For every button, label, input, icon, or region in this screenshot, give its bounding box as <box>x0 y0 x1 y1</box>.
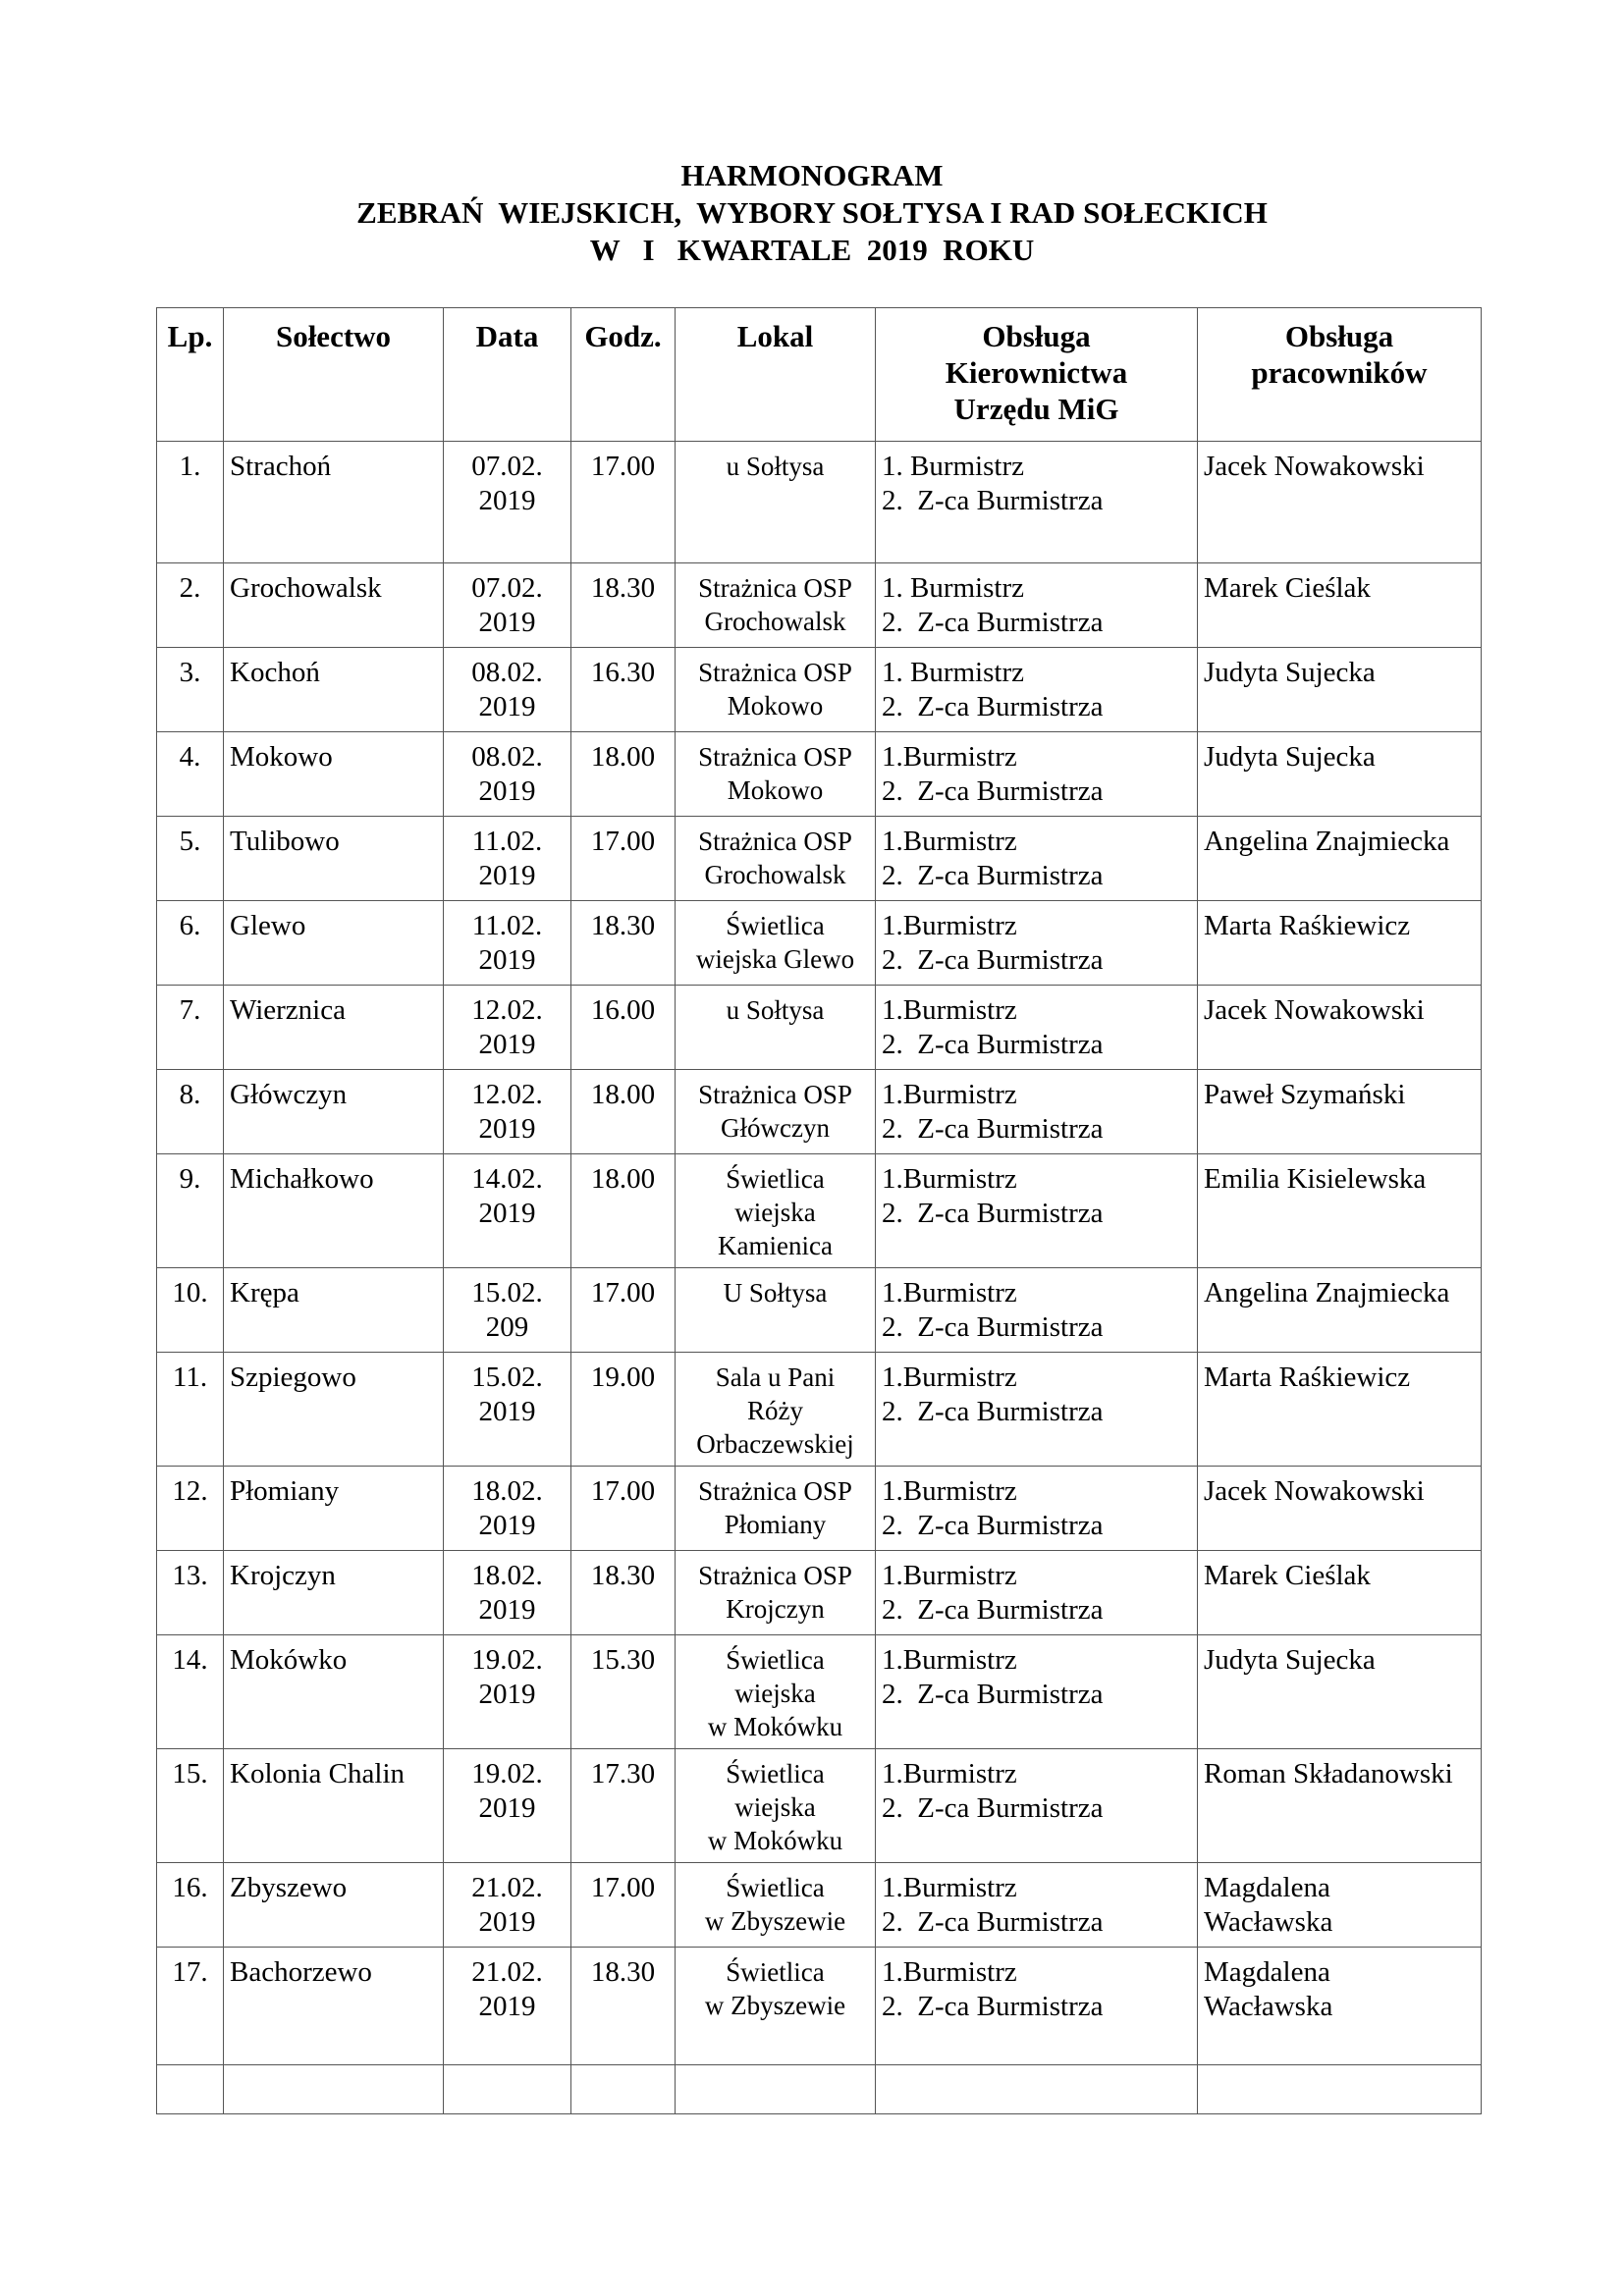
kierownictwo-line-1: 1.Burmistrz <box>882 1956 1017 1988</box>
title-line-1: HARMONOGRAM <box>680 158 944 192</box>
kierownictwo-line-2: 2. Z-ca Burmistrza <box>882 944 1104 976</box>
cell-lokal: Strażnica OSP Grochowalsk <box>676 817 876 901</box>
cell-godz: 17.00 <box>571 1467 676 1551</box>
kierownictwo-line-1: 1.Burmistrz <box>882 826 1017 857</box>
kierownictwo-line-2: 2. Z-ca Burmistrza <box>882 1679 1104 1710</box>
table-row <box>157 1154 1482 1268</box>
kierownictwo-line-1: 1. Burmistrz <box>882 451 1024 482</box>
cell-lokal: Świetlica wiejska w Mokówku <box>676 1635 876 1749</box>
kierownictwo-line-1: 1.Burmistrz <box>882 1560 1017 1591</box>
cell-solectwo: Kolonia Chalin <box>224 1749 444 1863</box>
cell-kierownictwo <box>876 1635 1198 1749</box>
table-row <box>157 1863 1482 1948</box>
cell-lp: 5. <box>157 817 224 901</box>
cell-data: 12.02. 2019 <box>444 986 571 1070</box>
cell-solectwo: Zbyszewo <box>224 1863 444 1948</box>
cell-kierownictwo <box>876 1268 1198 1353</box>
header-godz: Godz. <box>571 308 676 442</box>
kierownictwo-line-1: 1.Burmistrz <box>882 1872 1017 1903</box>
cell-data: 19.02. 2019 <box>444 1749 571 1863</box>
cell-data: 11.02. 2019 <box>444 817 571 901</box>
cell-data: 11.02. 2019 <box>444 901 571 986</box>
cell-lp: 10. <box>157 1268 224 1353</box>
cell-solectwo: Płomiany <box>224 1467 444 1551</box>
table-row <box>157 563 1482 648</box>
cell-solectwo: Glewo <box>224 901 444 986</box>
table-row <box>157 901 1482 986</box>
cell-kierownictwo <box>876 1749 1198 1863</box>
cell-data: 19.02. 2019 <box>444 1635 571 1749</box>
cell-solectwo: Krępa <box>224 1268 444 1353</box>
table-row <box>157 442 1482 563</box>
kierownictwo-line-2: 2. Z-ca Burmistrza <box>882 1906 1104 1938</box>
kierownictwo-line-1: 1.Burmistrz <box>882 741 1017 773</box>
cell-kierownictwo <box>876 1070 1198 1154</box>
table-row <box>157 1948 1482 2065</box>
cell-lp: 6. <box>157 901 224 986</box>
kierownictwo-line-2: 2. Z-ca Burmistrza <box>882 775 1104 807</box>
table-row <box>157 1353 1482 1467</box>
cell-lp: 4. <box>157 732 224 817</box>
cell-data: 18.02. 2019 <box>444 1551 571 1635</box>
table-row <box>157 1551 1482 1635</box>
kierownictwo-line-1: 1.Burmistrz <box>882 1163 1017 1195</box>
kierownictwo-line-2: 2. Z-ca Burmistrza <box>882 1311 1104 1343</box>
cell-lp: 8. <box>157 1070 224 1154</box>
cell-lokal: u Sołtysa <box>676 986 876 1070</box>
cell-pracownik: Marek Cieślak <box>1198 563 1482 648</box>
cell-lp: 15. <box>157 1749 224 1863</box>
cell-godz: 18.00 <box>571 1070 676 1154</box>
header-row <box>157 308 1482 442</box>
cell-pracownik: Emilia Kisielewska <box>1198 1154 1482 1268</box>
cell-solectwo: Mokówko <box>224 1635 444 1749</box>
title-line-2: ZEBRAŃ WIEJSKICH, WYBORY SOŁTYSA I RAD SOŁECKICH <box>356 195 1268 230</box>
cell-lp: 1. <box>157 442 224 563</box>
cell-solectwo: Krojczyn <box>224 1551 444 1635</box>
cell-solectwo: Kochoń <box>224 648 444 732</box>
cell-solectwo: Strachoń <box>224 442 444 563</box>
cell-lokal <box>676 2065 876 2114</box>
cell-lokal: Świetlica w Zbyszewie <box>676 1863 876 1948</box>
cell-solectwo: Mokowo <box>224 732 444 817</box>
title-line-3: W I KWARTALE 2019 ROKU <box>589 233 1035 267</box>
cell-pracownik: Jacek Nowakowski <box>1198 442 1482 563</box>
cell-pracownik: Angelina Znajmiecka <box>1198 1268 1482 1353</box>
cell-godz: 19.00 <box>571 1353 676 1467</box>
cell-data: 21.02. 2019 <box>444 1948 571 2065</box>
cell-kierownictwo <box>876 442 1198 563</box>
table-row <box>157 648 1482 732</box>
cell-lokal: Strażnica OSP Główczyn <box>676 1070 876 1154</box>
kierownictwo-line-1: 1.Burmistrz <box>882 1644 1017 1676</box>
cell-lp: 3. <box>157 648 224 732</box>
cell-godz: 16.00 <box>571 986 676 1070</box>
cell-data: 21.02. 2019 <box>444 1863 571 1948</box>
cell-pracownik: Angelina Znajmiecka <box>1198 817 1482 901</box>
table-row <box>157 817 1482 901</box>
cell-pracownik: Roman Składanowski <box>1198 1749 1482 1863</box>
cell-godz: 18.00 <box>571 732 676 817</box>
table-row <box>157 1268 1482 1353</box>
cell-godz: 18.30 <box>571 901 676 986</box>
cell-kierownictwo <box>876 901 1198 986</box>
kierownictwo-line-2: 2. Z-ca Burmistrza <box>882 485 1104 516</box>
table-row <box>157 986 1482 1070</box>
cell-godz: 18.00 <box>571 1154 676 1268</box>
cell-solectwo: Główczyn <box>224 1070 444 1154</box>
cell-godz: 17.00 <box>571 1863 676 1948</box>
kierownictwo-line-2: 2. Z-ca Burmistrza <box>882 1510 1104 1541</box>
cell-pracownik: Judyta Sujecka <box>1198 648 1482 732</box>
kierownictwo-line-1: 1.Burmistrz <box>882 994 1017 1026</box>
kierownictwo-line-1: 1.Burmistrz <box>882 1277 1017 1308</box>
kierownictwo-line-1: 1.Burmistrz <box>882 1362 1017 1393</box>
cell-pracownik: Magdalena Wacławska <box>1198 1948 1482 2065</box>
kierownictwo-line-2: 2. Z-ca Burmistrza <box>882 691 1104 722</box>
cell-kierownictwo <box>876 648 1198 732</box>
header-obsluga-pracownikow: Obsługa pracowników <box>1198 308 1482 442</box>
kierownictwo-line-2: 2. Z-ca Burmistrza <box>882 1594 1104 1626</box>
cell-kierownictwo <box>876 1948 1198 2065</box>
cell-lp: 9. <box>157 1154 224 1268</box>
cell-pracownik: Magdalena Wacławska <box>1198 1863 1482 1948</box>
cell-lp: 7. <box>157 986 224 1070</box>
cell-lokal: Strażnica OSP Krojczyn <box>676 1551 876 1635</box>
cell-pracownik: Marta Raśkiewicz <box>1198 1353 1482 1467</box>
cell-data: 08.02. 2019 <box>444 648 571 732</box>
kierownictwo-line-2: 2. Z-ca Burmistrza <box>882 1029 1104 1060</box>
cell-data: 14.02. 2019 <box>444 1154 571 1268</box>
cell-lp: 17. <box>157 1948 224 2065</box>
cell-lokal: Świetlica wiejska Glewo <box>676 901 876 986</box>
table-body <box>157 442 1482 2114</box>
kierownictwo-line-2: 2. Z-ca Burmistrza <box>882 1396 1104 1427</box>
cell-data: 18.02. 2019 <box>444 1467 571 1551</box>
cell-godz: 17.30 <box>571 1749 676 1863</box>
cell-lokal: Strażnica OSP Mokowo <box>676 732 876 817</box>
cell-solectwo: Michałkowo <box>224 1154 444 1268</box>
cell-kierownictwo <box>876 1863 1198 1948</box>
cell-pracownik: Judyta Sujecka <box>1198 732 1482 817</box>
cell-lp: 13. <box>157 1551 224 1635</box>
cell-pracownik: Marek Cieślak <box>1198 1551 1482 1635</box>
cell-godz: 18.30 <box>571 563 676 648</box>
cell-kierownictwo <box>876 732 1198 817</box>
header-obsluga-kierownictwa: Obsługa Kierownictwa Urzędu MiG <box>876 308 1198 442</box>
cell-pracownik <box>1198 2065 1482 2114</box>
cell-lp: 2. <box>157 563 224 648</box>
kierownictwo-line-2: 2. Z-ca Burmistrza <box>882 860 1104 891</box>
cell-pracownik: Jacek Nowakowski <box>1198 1467 1482 1551</box>
cell-lp: 14. <box>157 1635 224 1749</box>
cell-kierownictwo <box>876 1154 1198 1268</box>
cell-solectwo: Szpiegowo <box>224 1353 444 1467</box>
cell-pracownik: Paweł Szymański <box>1198 1070 1482 1154</box>
cell-kierownictwo <box>876 1467 1198 1551</box>
kierownictwo-line-2: 2. Z-ca Burmistrza <box>882 607 1104 638</box>
schedule-table <box>156 307 1482 2114</box>
kierownictwo-line-1: 1.Burmistrz <box>882 1475 1017 1507</box>
cell-godz <box>571 2065 676 2114</box>
table-row <box>157 1749 1482 1863</box>
cell-kierownictwo <box>876 1551 1198 1635</box>
cell-lokal: Sala u Pani Róży Orbaczewskiej <box>676 1353 876 1467</box>
cell-lokal: Świetlica wiejska Kamienica <box>676 1154 876 1268</box>
cell-lokal: Świetlica w Zbyszewie <box>676 1948 876 2065</box>
document-title <box>0 157 1624 269</box>
cell-lokal: Świetlica wiejska w Mokówku <box>676 1749 876 1863</box>
header-lp: Lp. <box>157 308 224 442</box>
cell-lokal: Strażnica OSP Grochowalsk <box>676 563 876 648</box>
cell-data: 08.02. 2019 <box>444 732 571 817</box>
cell-pracownik: Judyta Sujecka <box>1198 1635 1482 1749</box>
table-row <box>157 1467 1482 1551</box>
cell-kierownictwo <box>876 2065 1198 2114</box>
cell-pracownik: Marta Raśkiewicz <box>1198 901 1482 986</box>
table-row <box>157 732 1482 817</box>
kierownictwo-line-2: 2. Z-ca Burmistrza <box>882 1113 1104 1145</box>
header-solectwo: Sołectwo <box>224 308 444 442</box>
cell-lp: 12. <box>157 1467 224 1551</box>
cell-lokal: u Sołtysa <box>676 442 876 563</box>
cell-kierownictwo <box>876 563 1198 648</box>
cell-data: 07.02. 2019 <box>444 442 571 563</box>
cell-lokal: Strażnica OSP Płomiany <box>676 1467 876 1551</box>
cell-godz: 18.30 <box>571 1551 676 1635</box>
cell-lokal: U Sołtysa <box>676 1268 876 1353</box>
cell-solectwo: Bachorzewo <box>224 1948 444 2065</box>
cell-godz: 17.00 <box>571 1268 676 1353</box>
cell-data: 15.02. 2019 <box>444 1353 571 1467</box>
kierownictwo-line-2: 2. Z-ca Burmistrza <box>882 1198 1104 1229</box>
cell-lokal: Strażnica OSP Mokowo <box>676 648 876 732</box>
cell-lp: 11. <box>157 1353 224 1467</box>
cell-godz: 16.30 <box>571 648 676 732</box>
kierownictwo-line-1: 1.Burmistrz <box>882 910 1017 941</box>
cell-godz: 15.30 <box>571 1635 676 1749</box>
cell-godz: 17.00 <box>571 442 676 563</box>
cell-solectwo: Grochowalsk <box>224 563 444 648</box>
cell-solectwo <box>224 2065 444 2114</box>
kierownictwo-line-1: 1.Burmistrz <box>882 1758 1017 1789</box>
cell-pracownik: Jacek Nowakowski <box>1198 986 1482 1070</box>
header-lokal: Lokal <box>676 308 876 442</box>
cell-lp <box>157 2065 224 2114</box>
kierownictwo-line-2: 2. Z-ca Burmistrza <box>882 1792 1104 1824</box>
header-data: Data <box>444 308 571 442</box>
cell-data: 15.02. 209 <box>444 1268 571 1353</box>
table-row <box>157 2065 1482 2114</box>
kierownictwo-line-1: 1. Burmistrz <box>882 572 1024 604</box>
cell-data <box>444 2065 571 2114</box>
cell-data: 12.02. 2019 <box>444 1070 571 1154</box>
cell-solectwo: Wierznica <box>224 986 444 1070</box>
kierownictwo-line-1: 1.Burmistrz <box>882 1079 1017 1110</box>
kierownictwo-line-1: 1. Burmistrz <box>882 657 1024 688</box>
cell-data: 07.02. 2019 <box>444 563 571 648</box>
cell-kierownictwo <box>876 817 1198 901</box>
cell-kierownictwo <box>876 1353 1198 1467</box>
table-row <box>157 1070 1482 1154</box>
cell-solectwo: Tulibowo <box>224 817 444 901</box>
table-row <box>157 1635 1482 1749</box>
cell-lp: 16. <box>157 1863 224 1948</box>
cell-godz: 18.30 <box>571 1948 676 2065</box>
cell-godz: 17.00 <box>571 817 676 901</box>
cell-kierownictwo <box>876 986 1198 1070</box>
kierownictwo-line-2: 2. Z-ca Burmistrza <box>882 1991 1104 2022</box>
